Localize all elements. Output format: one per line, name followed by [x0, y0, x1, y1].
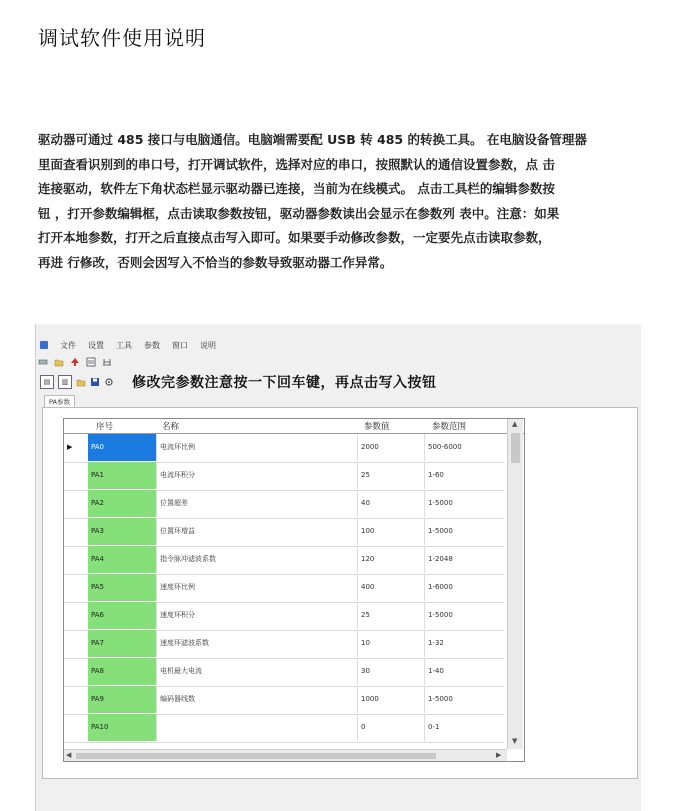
param-value-cell[interactable]: 400 — [357, 574, 424, 601]
param-range-cell: 1-5000 — [424, 518, 504, 545]
param-name-cell — [156, 714, 357, 741]
connect-icon[interactable] — [38, 357, 48, 367]
hscroll-thumb[interactable] — [76, 753, 436, 759]
settings-icon[interactable] — [104, 377, 114, 387]
param-name-cell: 位置超差 — [156, 490, 357, 517]
param-no-cell: PA4 — [88, 546, 156, 573]
monitor-icon[interactable] — [102, 357, 112, 367]
table-row[interactable] — [64, 518, 504, 547]
tab-panel — [42, 407, 638, 779]
menu-settings[interactable]: 设置 — [88, 340, 104, 350]
paragraph-line: 打开本地参数，打开之后直接点击写入即可。如果要手动修改参数，一定要先点击读取参数， — [38, 230, 551, 245]
menu-params[interactable]: 参数 — [144, 340, 160, 350]
write-params-button[interactable]: ▥ — [58, 375, 72, 389]
param-name-cell: 位置环增益 — [156, 518, 357, 545]
param-range-cell: 1-5000 — [424, 686, 504, 713]
param-no-cell: PA3 — [88, 518, 156, 545]
param-value-cell[interactable]: 120 — [357, 546, 424, 573]
param-range-cell: 0-1 — [424, 714, 504, 741]
debug-software-window — [35, 324, 641, 811]
table-row[interactable] — [64, 490, 504, 519]
table-row[interactable] — [64, 546, 504, 575]
param-value-cell[interactable]: 1000 — [357, 686, 424, 713]
param-range-cell: 1-5000 — [424, 602, 504, 629]
scroll-thumb[interactable] — [511, 433, 520, 463]
param-name-cell: 编码器线数 — [156, 686, 357, 713]
param-value-cell[interactable]: 2000 — [357, 434, 424, 461]
param-range-cell: 500-6000 — [424, 434, 504, 461]
param-no-cell: PA10 — [88, 714, 156, 741]
document-paragraph — [38, 128, 638, 275]
read-params-button[interactable]: ▤ — [40, 375, 54, 389]
table-row[interactable] — [64, 658, 504, 687]
param-value-cell[interactable]: 30 — [357, 658, 424, 685]
param-name-cell: 电机最大电流 — [156, 658, 357, 685]
app-icon — [40, 341, 48, 349]
menu-help[interactable]: 说明 — [200, 340, 216, 350]
menu-file[interactable]: 文件 — [60, 340, 76, 350]
param-value-cell[interactable]: 10 — [357, 630, 424, 657]
table-row[interactable] — [64, 462, 504, 491]
param-value-cell[interactable]: 40 — [357, 490, 424, 517]
param-name-cell: 速度环积分 — [156, 602, 357, 629]
param-grid — [63, 418, 525, 762]
param-value-cell[interactable]: 25 — [357, 602, 424, 629]
param-range-cell: 1-6000 — [424, 574, 504, 601]
param-name-cell: 指令脉冲滤波系数 — [156, 546, 357, 573]
param-toolbar — [40, 372, 640, 392]
main-toolbar — [38, 355, 112, 369]
param-no-cell: PA7 — [88, 630, 156, 657]
table-row[interactable] — [64, 434, 504, 463]
param-name-cell: 速度环比例 — [156, 574, 357, 601]
param-range-cell: 1-40 — [424, 658, 504, 685]
menu-window[interactable]: 窗口 — [172, 340, 188, 350]
param-value-cell[interactable]: 100 — [357, 518, 424, 545]
param-no-cell: PA2 — [88, 490, 156, 517]
param-no-cell: PA9 — [88, 686, 156, 713]
paragraph-line: 驱动器可通过 485 接口与电脑通信。电脑端需要配 USB 转 485 的转换工具。 在电脑设备管理器 — [38, 132, 587, 147]
col-header-no[interactable]: 序号 — [96, 422, 114, 432]
table-row[interactable] — [64, 714, 504, 743]
row-indicator-icon: ▶ — [67, 443, 73, 451]
horizontal-scrollbar[interactable] — [64, 749, 507, 762]
table-row[interactable] — [64, 602, 504, 631]
param-name-cell: 电流环积分 — [156, 462, 357, 489]
col-header-range[interactable]: 参数范围 — [432, 422, 467, 432]
instruction-banner: 修改完参数注意按一下回车键，再点击写入按钮 — [132, 375, 437, 391]
vertical-scrollbar[interactable] — [507, 419, 523, 749]
param-edit-icon[interactable] — [86, 357, 96, 367]
paragraph-line: 连接驱动，软件左下角状态栏显示驱动器已连接，当前为在线模式。 点击工具栏的编辑参数按 — [38, 181, 555, 196]
scroll-left-icon[interactable]: ◀ — [66, 751, 72, 759]
param-name-cell: 速度环滤波系数 — [156, 630, 357, 657]
param-range-cell: 1-5000 — [424, 490, 504, 517]
table-row[interactable] — [64, 630, 504, 659]
scroll-down-icon[interactable]: ▼ — [512, 737, 518, 745]
param-no-cell: PA1 — [88, 462, 156, 489]
param-range-cell: 1-32 — [424, 630, 504, 657]
param-no-cell: PA6 — [88, 602, 156, 629]
tab-pa-params[interactable]: PA参数 — [44, 395, 75, 408]
menu-tools[interactable]: 工具 — [116, 340, 132, 350]
open-folder-icon[interactable] — [54, 357, 64, 367]
save-icon[interactable] — [90, 377, 100, 387]
table-row[interactable] — [64, 686, 504, 715]
scroll-right-icon[interactable]: ▶ — [496, 751, 502, 759]
open-file-icon[interactable] — [76, 377, 86, 387]
param-range-cell: 1-2048 — [424, 546, 504, 573]
upload-icon[interactable] — [70, 357, 80, 367]
col-header-value[interactable]: 参数值 — [364, 422, 390, 432]
param-no-cell: PA5 — [88, 574, 156, 601]
scroll-up-icon[interactable]: ▲ — [512, 420, 518, 428]
paragraph-line: 里面查看识别到的串口号，打开调试软件，选择对应的串口，按照默认的通信设置参数，点 击 — [38, 156, 555, 172]
document-title: 调试软件使用说明 — [38, 26, 206, 50]
grid-header — [64, 419, 524, 434]
paragraph-line: 再进 行修改，否则会因写入不恰当的参数导致驱动器工作异常。 — [38, 254, 393, 270]
param-range-cell: 1-60 — [424, 462, 504, 489]
param-value-cell[interactable]: 0 — [357, 714, 424, 741]
param-value-cell[interactable]: 25 — [357, 462, 424, 489]
param-no-cell: PA0 — [88, 434, 156, 461]
param-no-cell: PA8 — [88, 658, 156, 685]
paragraph-line: 钮 ，打开参数编辑框，点击读取参数按钮，驱动器参数读出会显示在参数列 表中。注意：如果 — [38, 205, 560, 221]
table-row[interactable] — [64, 574, 504, 603]
menu-bar — [36, 336, 641, 354]
col-header-name[interactable]: 名称 — [162, 422, 180, 432]
param-name-cell: 电流环比例 — [156, 434, 357, 461]
